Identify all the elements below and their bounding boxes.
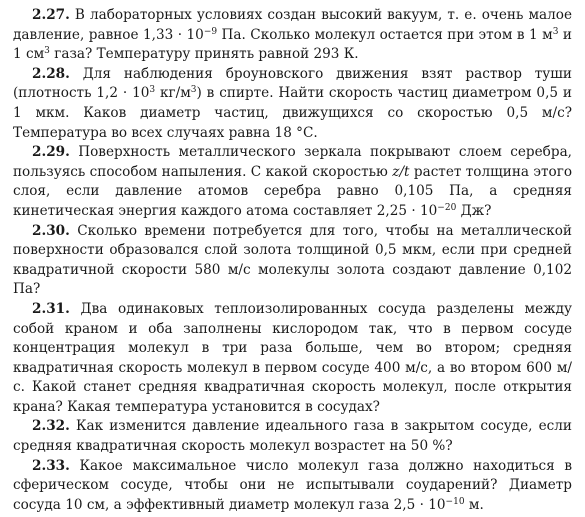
problem-text: Для наблюдения броуновского движения взят раствор туши (плотность 1,2 · 10	[13, 65, 572, 102]
problem-number: 2.31.	[32, 300, 70, 317]
problem-text: Сколько времени потребуется для того, чтобы на металлической поверхности образовался слой золота толщиной 0,5 мкм, если при средней квадратичной скорости 580 м/с молекулы золота создают давление 0,102 Па?	[13, 222, 572, 298]
problem-2-33	[13, 457, 572, 516]
exponent: −20	[437, 202, 457, 213]
problem-text: В лабораторных условиях создан высокий вакуум, т. е. очень малое давление, равное 1,33 · 10	[13, 7, 572, 43]
problem-number: 2.32.	[32, 418, 70, 435]
exponent: −9	[203, 26, 218, 37]
problem-number: 2.28.	[32, 65, 70, 82]
problem-text: Па. Сколько молекул остается при этом в 1 м	[217, 26, 553, 43]
problem-2-29	[13, 143, 572, 221]
problem-text: ) в спирте. Найти скорость частиц диаметром 0,5 и 1 мкм. Каков диаметр частиц, движущихся со скоростью 0,5 м/с? Температура во всех случаях равна 18 °С.	[13, 85, 572, 141]
problem-number: 2.33.	[32, 457, 70, 474]
problem-2-30	[13, 222, 572, 300]
problem-2-31	[13, 300, 572, 418]
problem-number: 2.27.	[32, 7, 70, 23]
exponent: 3	[44, 46, 50, 57]
problem-2-27	[13, 6, 572, 65]
problem-text: Поверхность металлического зеркала покрывают слоем серебра, пользуясь способом напыления. С какой скоростью	[13, 144, 572, 180]
problem-text: Как изменится давление идеального газа в закрытом сосуде, если средняя квадратичная скорость молекул возрастет на 50 %?	[13, 418, 572, 455]
problem-number: 2.30.	[32, 222, 70, 239]
problem-text: Два одинаковых теплоизолированных сосуда разделены между собой краном и оба заполнены кислородом так, что в первом сосуде концентрация молекул в три раза больше, чем во втором; средняя квадратичная скорость молекул в первом сосуде 400 м/с, а во втором 600 м/с. Какой станет средняя квадратичная скорость молекул, после открытия крана? Какая температура установится в сосудах?	[13, 300, 572, 415]
problem-2-32	[13, 417, 572, 456]
formula-z-over-t: z/t	[392, 163, 410, 180]
problem-text: Дж?	[456, 202, 492, 219]
problem-number: 2.29.	[32, 144, 70, 161]
exponent: 3	[552, 26, 559, 37]
problem-text: кг/м	[155, 85, 191, 102]
exponent: 3	[190, 85, 197, 96]
exponent: −10	[445, 496, 465, 507]
problem-text: и 1 см	[13, 26, 572, 63]
problem-2-28	[13, 65, 572, 143]
exponent: 3	[149, 85, 156, 96]
problem-text: м.	[464, 496, 484, 513]
problem-text: Какое максимальное число молекул газа должно находиться в сферическом сосуде, чтобы они не испытывали соударений? Диаметр сосуда 10 см, а эффективный диаметр молекул газа 2,5 · 10	[13, 457, 573, 513]
problem-text: газа? Температуру принять равной 293 К.	[49, 46, 359, 63]
problem-text: растет толщина этого слоя, если давление атомов серебра равно 0,105 Па, а средняя кинетическая энергия каждого атома составляет 2,25 · 10	[13, 163, 573, 219]
